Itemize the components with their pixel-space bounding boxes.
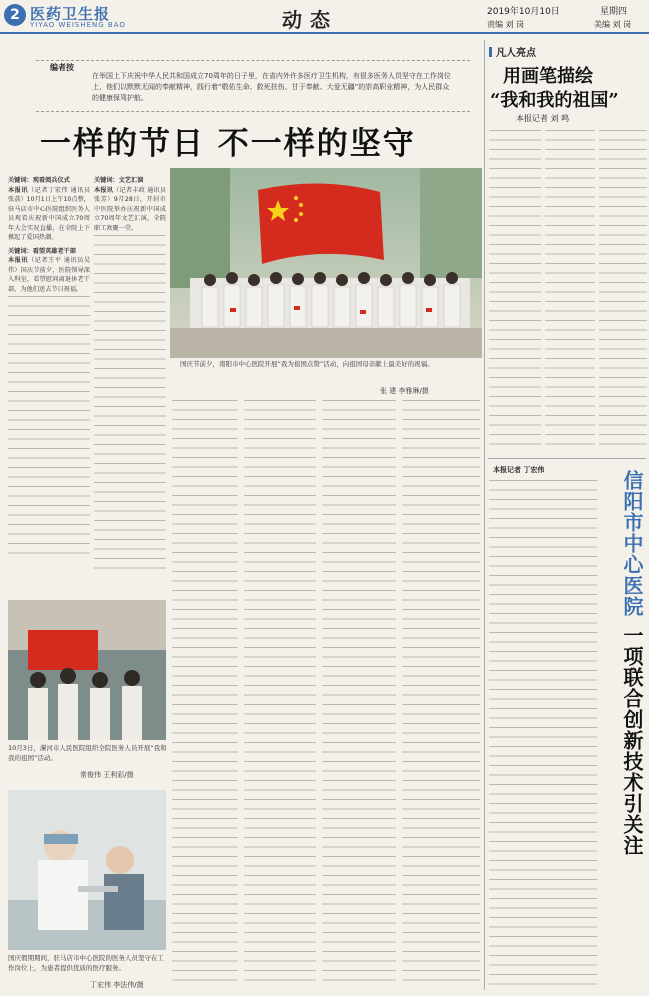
right-article-column-3 — [599, 128, 647, 450]
group-photo-credit: 张 建 李雅琳/摄 — [380, 387, 429, 395]
column-text-lines — [599, 128, 647, 450]
left-photo-2-credit: 丁宏伟 李法伟/摄 — [90, 981, 144, 989]
group-photo — [170, 168, 482, 358]
editor-note-text: 在举国上下庆祝中华人民共和国成立70周年的日子里，在省内外许多医疗卫生机构，有很多医务人员坚守在工作岗位上，他们以默默无闻的奉献精神，践行着“敬佑生命、救死扶伤、甘于奉献、大爱无疆”的崇高职业精神，为人民群众的健康保驾护航。 — [92, 72, 451, 102]
column-keyword: 关键词：文艺汇演 — [94, 177, 144, 184]
column-text-lines — [489, 128, 541, 450]
left-photo-1 — [8, 600, 166, 740]
article-column-3 — [172, 398, 238, 988]
editor-credit: 责编 刘 岗 — [487, 20, 525, 29]
left-photo-1-image — [8, 600, 166, 740]
issue-weekday: 星期四 — [600, 7, 628, 17]
column-text-lines — [545, 128, 595, 450]
group-photo-caption: 国庆节前夕，南阳市中心医院开展“我为祖国点赞”活动，向祖国母亲献上最美好的祝福。 — [180, 360, 434, 368]
masthead — [0, 0, 649, 34]
article-column-4 — [244, 398, 316, 988]
article-column-6 — [402, 398, 480, 988]
right-headline-line-1: 用画笔描绘 — [503, 66, 593, 87]
left-photo-2 — [8, 790, 166, 950]
article-column-1 — [8, 172, 90, 592]
right-section-label: 凡人亮点 — [489, 44, 536, 59]
column-keyword: 关键词：观看阅兵仪式 — [8, 177, 70, 184]
paper-pinyin: YIYAO WEISHENG BAO — [30, 21, 126, 29]
vertical-headline-place: 信阳市中心医院 — [620, 470, 644, 617]
vertical-headline — [603, 470, 647, 856]
designer-credit: 美编 刘 岗 — [594, 20, 632, 29]
editor-note-tag: 编者按 — [50, 63, 74, 72]
section-title: 动态 — [282, 8, 338, 32]
column-lead: 本报讯 — [8, 257, 29, 264]
left-photo-2-image — [8, 790, 166, 950]
column-text-lines — [172, 398, 238, 988]
column-text-lines — [402, 398, 480, 988]
group-photo-image — [170, 168, 482, 358]
column-body: （记者丁宏伟 通讯员张荔）10月1日上午10点整，驻马店市中心医院组织医务人员观看庆祝新中国成立70周年大会实况直播，在全院上下掀起了爱国热潮。 — [8, 186, 90, 241]
column-body: （记者丰政 通讯员张芳）9月28日，开封市中医院举办庆祝新中国成立70周年文艺汇演，全院职工欢聚一堂。 — [94, 186, 166, 232]
left-photo-1-caption: 10月3日，漯河市人民医院组织全院医务人员开展“我和我的祖国”活动。 — [8, 744, 167, 762]
column-body: （记者王平 通讯员吴伟）国庆节前夕，医院领导深入科室，看望慰问离退休老干部，为他们送去节日祝福。 — [8, 257, 90, 293]
column-text-lines — [322, 398, 396, 988]
right-bottom-article — [489, 478, 597, 988]
column-lead: 本报讯 — [8, 186, 29, 194]
column-divider — [484, 40, 485, 990]
article-column-2 — [94, 172, 166, 592]
vertical-headline-main: 一项联合创新技术引关注 — [620, 624, 644, 856]
right-bottom-byline: 本报记者 丁宏伟 — [493, 466, 545, 474]
main-headline: 一样的节日 不一样的坚守 — [40, 126, 416, 162]
column-lead: 本报讯 — [94, 186, 114, 194]
column-text-lines — [8, 294, 90, 554]
left-photo-2-caption: 国庆假期期间，驻马店市中心医院的医务人员坚守在工作岗位上，为患者提供优质的医疗服务。 — [8, 954, 164, 972]
right-section-divider — [488, 458, 646, 459]
paper-name: 医药卫生报 — [30, 5, 111, 23]
right-byline: 本报记者 刘 鸣 — [516, 114, 570, 123]
column-text-lines — [244, 398, 316, 988]
column-text-lines — [489, 478, 597, 988]
issue-date: 2019年10月10日 — [487, 7, 560, 17]
right-article-column-1 — [489, 128, 541, 450]
column-text-lines — [94, 233, 166, 573]
column-keyword: 关键词：看望英雄老干部 — [8, 247, 77, 255]
page-number: 2 — [4, 4, 26, 26]
right-headline-line-2: “我和我的祖国” — [490, 90, 619, 111]
article-column-5 — [322, 398, 396, 988]
right-article-column-2 — [545, 128, 595, 450]
left-photo-1-credit: 常俊伟 王利彩/摄 — [80, 771, 134, 779]
